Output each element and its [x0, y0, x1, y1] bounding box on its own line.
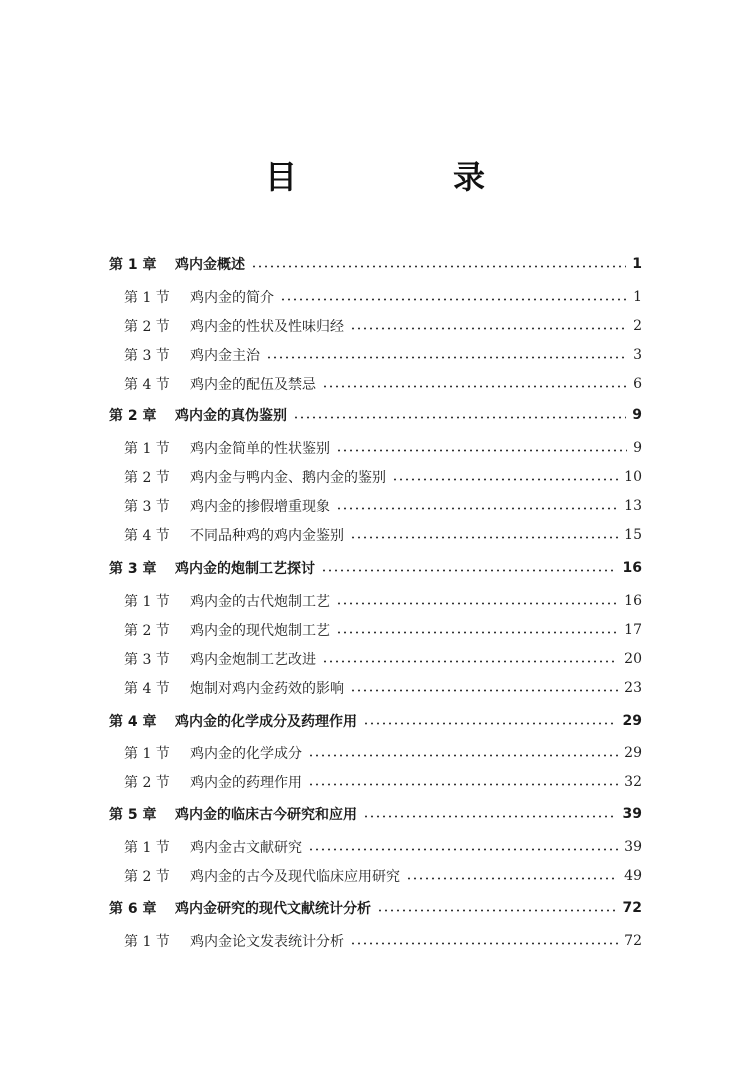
toc-label: 鸡内金的简介 [190, 290, 274, 306]
toc-number: 第 5 章 [109, 807, 157, 823]
toc-section[interactable] [124, 835, 642, 859]
toc-page-number: 72 [622, 900, 642, 916]
toc-section[interactable] [124, 741, 642, 765]
toc-label: 鸡内金的化学成分 [190, 746, 302, 762]
toc-page-number: 2 [633, 318, 642, 334]
toc-number: 第 2 章 [109, 408, 157, 424]
toc-chapter-4[interactable] [109, 709, 642, 733]
toc-number: 第 1 节 [124, 934, 170, 950]
leader-dots [308, 783, 618, 786]
toc-section[interactable] [124, 285, 642, 309]
toc-page-number: 16 [624, 593, 642, 609]
leader-dots [392, 478, 618, 481]
toc-chapter-1[interactable] [109, 252, 642, 276]
leader-dots [363, 815, 617, 818]
toc-chapter-2[interactable] [109, 403, 642, 427]
toc-section[interactable] [124, 314, 642, 338]
page-title: 目 录 [264, 158, 547, 196]
toc-number: 第 2 节 [124, 869, 170, 885]
toc-number: 第 6 章 [109, 901, 157, 917]
toc-label: 鸡内金主治 [190, 348, 260, 364]
toc-label: 不同品种鸡的鸡内金鉴别 [190, 528, 344, 544]
toc-number: 第 4 节 [124, 681, 170, 697]
toc-section[interactable] [124, 589, 642, 613]
leader-dots [322, 660, 618, 663]
toc-number: 第 2 节 [124, 470, 170, 486]
toc-section[interactable] [124, 676, 642, 700]
toc-label: 鸡内金的性状及性味归经 [190, 319, 344, 335]
toc-section[interactable] [124, 647, 642, 671]
toc-page-number: 29 [622, 713, 642, 729]
toc-number: 第 4 节 [124, 377, 170, 393]
toc-page-number: 39 [624, 839, 642, 855]
toc-page-number: 9 [632, 407, 642, 423]
toc-number: 第 1 节 [124, 840, 170, 856]
toc-page-number: 1 [633, 289, 642, 305]
toc-label: 鸡内金研究的现代文献统计分析 [175, 901, 371, 917]
toc-label: 鸡内金的古今及现代临床应用研究 [190, 869, 400, 885]
toc-label: 鸡内金的化学成分及药理作用 [175, 714, 357, 730]
toc-label: 鸡内金论文发表统计分析 [190, 934, 344, 950]
leader-dots [280, 298, 627, 301]
toc-label: 鸡内金的掺假增重现象 [190, 499, 330, 515]
toc-page-number: 32 [624, 774, 642, 790]
toc-label: 鸡内金概述 [175, 257, 245, 273]
toc-number: 第 1 节 [124, 441, 170, 457]
toc-chapter-6[interactable] [109, 896, 642, 920]
toc-page-number: 10 [624, 469, 642, 485]
leader-dots [322, 385, 627, 388]
leader-dots [406, 877, 618, 880]
toc-number: 第 4 章 [109, 714, 157, 730]
toc-label: 鸡内金的药理作用 [190, 775, 302, 791]
leader-dots [336, 602, 618, 605]
toc-number: 第 1 节 [124, 290, 170, 306]
toc-section[interactable] [124, 436, 642, 460]
toc-label: 鸡内金炮制工艺改进 [190, 652, 316, 668]
leader-dots [266, 356, 627, 359]
toc-label: 鸡内金的真伪鉴别 [175, 408, 287, 424]
toc-section[interactable] [124, 864, 642, 888]
toc-section[interactable] [124, 770, 642, 794]
leader-dots [336, 631, 618, 634]
leader-dots [251, 265, 626, 268]
leader-dots [336, 507, 618, 510]
toc-page-number: 15 [624, 527, 642, 543]
toc-page-number: 39 [622, 806, 642, 822]
leader-dots [350, 942, 618, 945]
toc-label: 鸡内金与鸭内金、鹅内金的鉴别 [190, 470, 386, 486]
toc-number: 第 2 节 [124, 319, 170, 335]
toc-number: 第 4 节 [124, 528, 170, 544]
toc-label: 鸡内金的古代炮制工艺 [190, 594, 330, 610]
leader-dots [363, 722, 617, 725]
toc-number: 第 2 节 [124, 775, 170, 791]
toc-number: 第 2 节 [124, 623, 170, 639]
toc-page-number: 20 [624, 651, 642, 667]
toc-number: 第 1 节 [124, 594, 170, 610]
toc-page-number: 17 [624, 622, 642, 638]
toc-page-number: 3 [633, 347, 642, 363]
toc-section[interactable] [124, 343, 642, 367]
toc-label: 鸡内金的配伍及禁忌 [190, 377, 316, 393]
toc-section[interactable] [124, 465, 642, 489]
toc-label: 炮制对鸡内金药效的影响 [190, 681, 344, 697]
toc-chapter-3[interactable] [109, 556, 642, 580]
toc-page-number: 49 [624, 868, 642, 884]
toc-label: 鸡内金的临床古今研究和应用 [175, 807, 357, 823]
toc-number: 第 3 节 [124, 348, 170, 364]
toc-chapter-5[interactable] [109, 802, 642, 826]
leader-dots [350, 536, 618, 539]
toc-page-number: 16 [622, 560, 642, 576]
toc-page-number: 13 [624, 498, 642, 514]
toc-label: 鸡内金简单的性状鉴别 [190, 441, 330, 457]
toc-section[interactable] [124, 372, 642, 396]
toc-label: 鸡内金的现代炮制工艺 [190, 623, 330, 639]
leader-dots [377, 909, 617, 912]
toc-number: 第 3 节 [124, 652, 170, 668]
leader-dots [350, 689, 618, 692]
toc-section[interactable] [124, 929, 642, 953]
toc-page-number: 9 [633, 440, 642, 456]
toc-number: 第 1 章 [109, 257, 157, 273]
toc-label: 鸡内金的炮制工艺探讨 [175, 561, 315, 577]
toc-number: 第 1 节 [124, 746, 170, 762]
leader-dots [321, 569, 617, 572]
toc-number: 第 3 章 [109, 561, 157, 577]
toc-label: 鸡内金古文献研究 [190, 840, 302, 856]
toc-section[interactable] [124, 618, 642, 642]
toc-page-number: 72 [624, 933, 642, 949]
toc-section[interactable] [124, 494, 642, 518]
leader-dots [350, 327, 627, 330]
toc-page-number: 29 [624, 745, 642, 761]
toc-page-number: 6 [633, 376, 642, 392]
leader-dots [293, 416, 626, 419]
leader-dots [308, 848, 618, 851]
toc-page-number: 1 [632, 256, 642, 272]
toc-number: 第 3 节 [124, 499, 170, 515]
leader-dots [308, 754, 618, 757]
toc-section[interactable] [124, 523, 642, 547]
toc-page-number: 23 [624, 680, 642, 696]
leader-dots [336, 449, 627, 452]
